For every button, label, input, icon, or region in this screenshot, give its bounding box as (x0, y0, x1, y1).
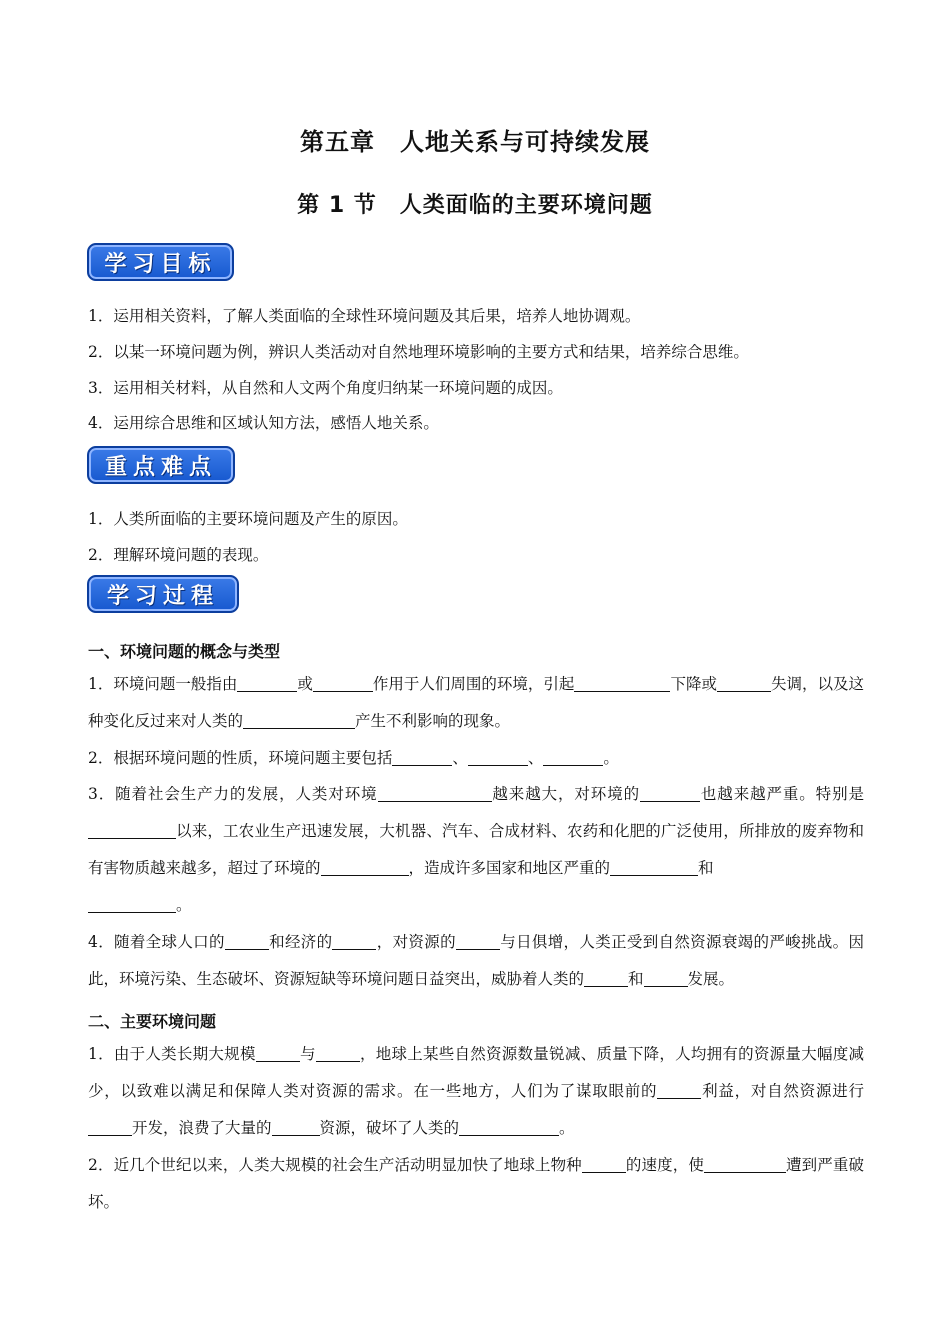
part1-question-4 (88, 924, 864, 998)
answer-blank[interactable] (332, 933, 376, 950)
answer-blank[interactable] (237, 675, 297, 692)
text: 1．环境问题一般指由 (88, 675, 238, 693)
text: ，造成许多国家和地区严重的 (408, 859, 611, 877)
answer-blank[interactable] (717, 675, 771, 692)
answer-blank[interactable] (256, 1045, 300, 1062)
text: 发展。 (687, 970, 735, 988)
part1-question-3 (88, 776, 864, 924)
text: 作用于人们周围的环境，引起 (372, 675, 575, 693)
answer-blank[interactable] (313, 675, 373, 692)
text: ，地球上某些自然资源数量锐减、质量下降，人均拥有的资源量大幅度减少，以致难以满足和保障人类对资源的需求。在一些地方，人们为了谋取眼前的 (88, 1045, 864, 1100)
answer-blank[interactable] (584, 970, 628, 987)
part1-question-1 (88, 666, 864, 740)
answer-blank[interactable] (704, 1156, 786, 1173)
answer-blank[interactable] (88, 896, 176, 913)
answer-blank[interactable] (88, 822, 176, 839)
part2-question-1 (88, 1036, 864, 1147)
text: 资源，破坏了人类的 (319, 1119, 460, 1137)
answer-blank[interactable] (644, 970, 688, 987)
objective-2: 2．以某一环境问题为例，辨识人类活动对自然地理环境影响的主要方式和结果，培养综合思维。 (88, 343, 749, 361)
text: 也越来越严重。特别是 (700, 785, 864, 803)
answer-blank[interactable] (88, 1119, 132, 1136)
text: 下降或 (670, 675, 717, 693)
answer-blank[interactable] (610, 859, 698, 876)
chapter-title: 第五章 人地关系与可持续发展 (300, 128, 650, 156)
objective-3: 3．运用相关材料，从自然和人文两个角度归纳某一环境问题的成因。 (88, 379, 563, 397)
text: 2．近几个世纪以来，人类大规模的社会生产活动明显加快了地球上物种 (88, 1156, 582, 1174)
text: 和 (698, 859, 714, 877)
text: ，对资源的 (376, 933, 456, 951)
answer-blank[interactable] (574, 675, 670, 692)
text: 越来越大，对环境的 (491, 785, 640, 803)
learning-objectives-badge: 学习目标 (87, 243, 234, 281)
section-title: 第 1 节 人类面临的主要环境问题 (297, 193, 653, 218)
answer-blank[interactable] (378, 785, 492, 802)
text: 与日俱增，人类正受到自然资源衰竭的严峻挑战。因此，环境污染、生态破坏、资源短缺等环境问题日益突出，威胁着人类的 (88, 933, 864, 988)
text: 和 (628, 970, 644, 988)
text: 。 (559, 1119, 575, 1137)
text: 、 (452, 749, 468, 767)
answer-blank[interactable] (243, 712, 355, 729)
text: 2．根据环境问题的性质，环境问题主要包括 (88, 749, 393, 767)
text: 的速度，使 (625, 1156, 704, 1174)
text: 与 (299, 1045, 316, 1063)
text: 和经济的 (268, 933, 333, 951)
answer-blank[interactable] (316, 1045, 360, 1062)
answer-blank[interactable] (456, 933, 500, 950)
text: 产生不利影响的现象。 (355, 712, 511, 730)
answer-blank[interactable] (657, 1082, 701, 1099)
learning-process-badge: 学习过程 (87, 575, 239, 613)
part2-question-2 (88, 1147, 864, 1221)
text: 以来，工农业生产迅速发展，大机器、汽车、合成材料、农药和化肥的广泛使用，所排放的废弃物和有害物质越来越多，超过了环境的 (88, 822, 864, 877)
answer-blank[interactable] (392, 749, 452, 766)
key-point-1: 1．人类所面临的主要环境问题及产生的原因。 (88, 510, 408, 528)
part2-heading: 二、主要环境问题 (88, 1012, 217, 1031)
text: 4．随着全球人口的 (88, 933, 225, 951)
text: 、 (527, 749, 544, 767)
answer-blank[interactable] (640, 785, 700, 802)
answer-blank[interactable] (582, 1156, 626, 1173)
text: 。 (176, 896, 192, 914)
answer-blank[interactable] (321, 859, 409, 876)
part1-heading: 一、环境问题的概念与类型 (88, 642, 281, 661)
answer-blank[interactable] (468, 749, 528, 766)
answer-blank[interactable] (459, 1119, 559, 1136)
text: 1．由于人类长期大规模 (88, 1045, 256, 1063)
text: 利益，对自然资源进行 (701, 1082, 864, 1100)
text: 或 (297, 675, 313, 693)
part1-question-2 (88, 740, 864, 777)
objective-1: 1．运用相关资料，了解人类面临的全球性环境问题及其后果，培养人地协调观。 (88, 307, 641, 325)
answer-blank[interactable] (272, 1119, 320, 1136)
text: 开发，浪费了大量的 (132, 1119, 272, 1137)
answer-blank[interactable] (543, 749, 603, 766)
objective-4: 4．运用综合思维和区域认知方法，感悟人地关系。 (88, 414, 439, 432)
key-point-2: 2．理解环境问题的表现。 (88, 546, 269, 564)
key-points-badge: 重点难点 (87, 446, 235, 484)
text: 。 (603, 749, 619, 767)
text: 3．随着社会生产力的发展，人类对环境 (88, 785, 378, 803)
text: 遭到严重破坏。 (88, 1156, 864, 1211)
text: 失调，以及这种变化反过来对人类的 (88, 675, 864, 730)
answer-blank[interactable] (225, 933, 269, 950)
